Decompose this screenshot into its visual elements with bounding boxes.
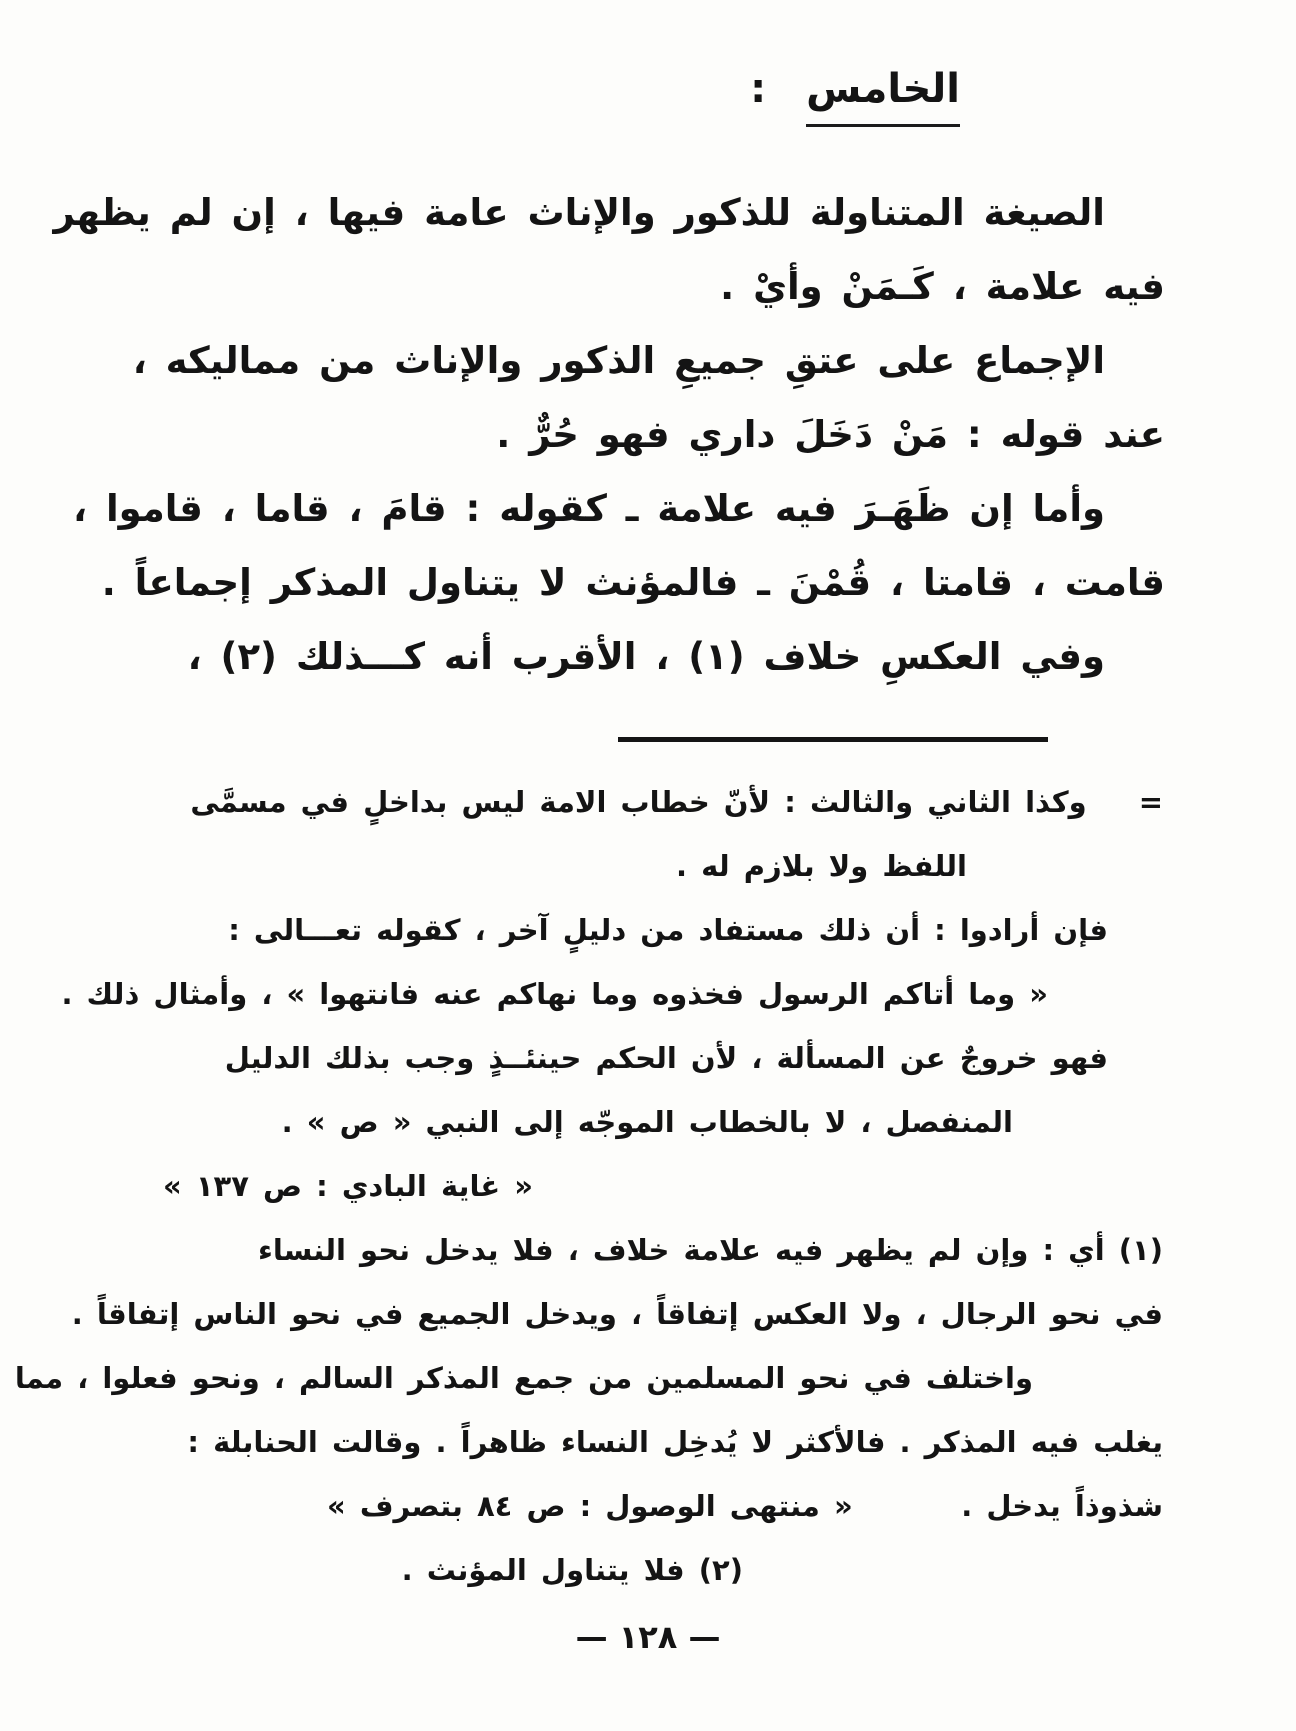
footnote-line [115,1474,1163,1538]
section-heading [750,66,960,127]
footnote-line: في نحو الرجال ، ولا العكس إتفاقاً ، ويدخل الجميع في نحو الناس إتفاقاً . [71,1297,1163,1331]
footnote-line: واختلف في نحو المسلمين من جمع المذكر السالم ، ونحو فعلوا ، مما [14,1361,1033,1395]
footnote-citation: « غاية البادي : ص ١٣٧ » [163,1169,533,1203]
footnote-line: (٢) فلا يتناول المؤنث . [401,1553,743,1587]
main-text-block [53,176,1165,694]
continuation-marker: = [1138,785,1163,819]
body-line: وأما إن ظَهَـرَ فيه علامة ـ كقوله : قامَ ، قاما ، قاموا ، [73,487,1105,530]
section-heading-colon: : [750,66,767,112]
footnote-line [115,770,1163,834]
body-line: قامت ، قامتا ، قُمْنَ ـ فالمؤنث لا يتناول المذكر إجماعاً . [101,561,1165,604]
body-line: وفي العكسِ خلاف (١) ، الأقرب أنه كـــذلك (٢) ، [187,635,1105,678]
footnote-line: (١) أي : وإن لم يظهر فيه علامة خلاف ، فلا يدخل نحو النساء [258,1233,1163,1267]
footnote-line: فهو خروجٌ عن المسألة ، لأن الحكم حينئــذٍ وجب بذلك الدليل [224,1041,1108,1075]
body-line: فيه علامة ، كَـمَنْ وأيْ . [720,265,1165,308]
page-number: — ١٢٨ — [575,1618,721,1656]
body-line: عند قوله : مَنْ دَخَلَ داري فهو حُرٌّ . [496,413,1165,456]
section-heading-word: الخامس [806,66,960,127]
footnote-line: « وما أتاكم الرسول فخذوه وما نهاكم عنه فانتهوا » ، وأمثال ذلك . [61,977,1048,1011]
footnote-line: اللفظ ولا بلازم له . [676,849,967,883]
body-line: الإجماع على عتقِ جميعِ الذكور والإناث من مماليكه ، [132,339,1105,382]
body-line: الصيغة المتناولة للذكور والإناث عامة فيها ، إن لم يظهر [53,191,1105,234]
footnote-text: وكذا الثاني والثالث : لأنّ خطاب الامة ليس بداخلٍ في مسمَّى [190,785,1087,819]
footnote-line: فإن أرادوا : أن ذلك مستفاد من دليلٍ آخر ، كقوله تعـــالى : [228,913,1108,947]
footnote-citation: « منتهى الوصول : ص ٨٤ بتصرف » [327,1489,853,1523]
footnote-separator-rule [618,737,1048,742]
footnote-line: يغلب فيه المذكر . فالأكثر لا يُدخِل النساء ظاهراً . وقالت الحنابلة : [187,1425,1163,1459]
footnote-line: المنفصل ، لا بالخطاب الموجّه إلى النبي « ص » . [281,1105,1013,1139]
footnotes-block [14,770,1163,1602]
footnote-text: شذوذاً يدخل . [961,1489,1163,1523]
